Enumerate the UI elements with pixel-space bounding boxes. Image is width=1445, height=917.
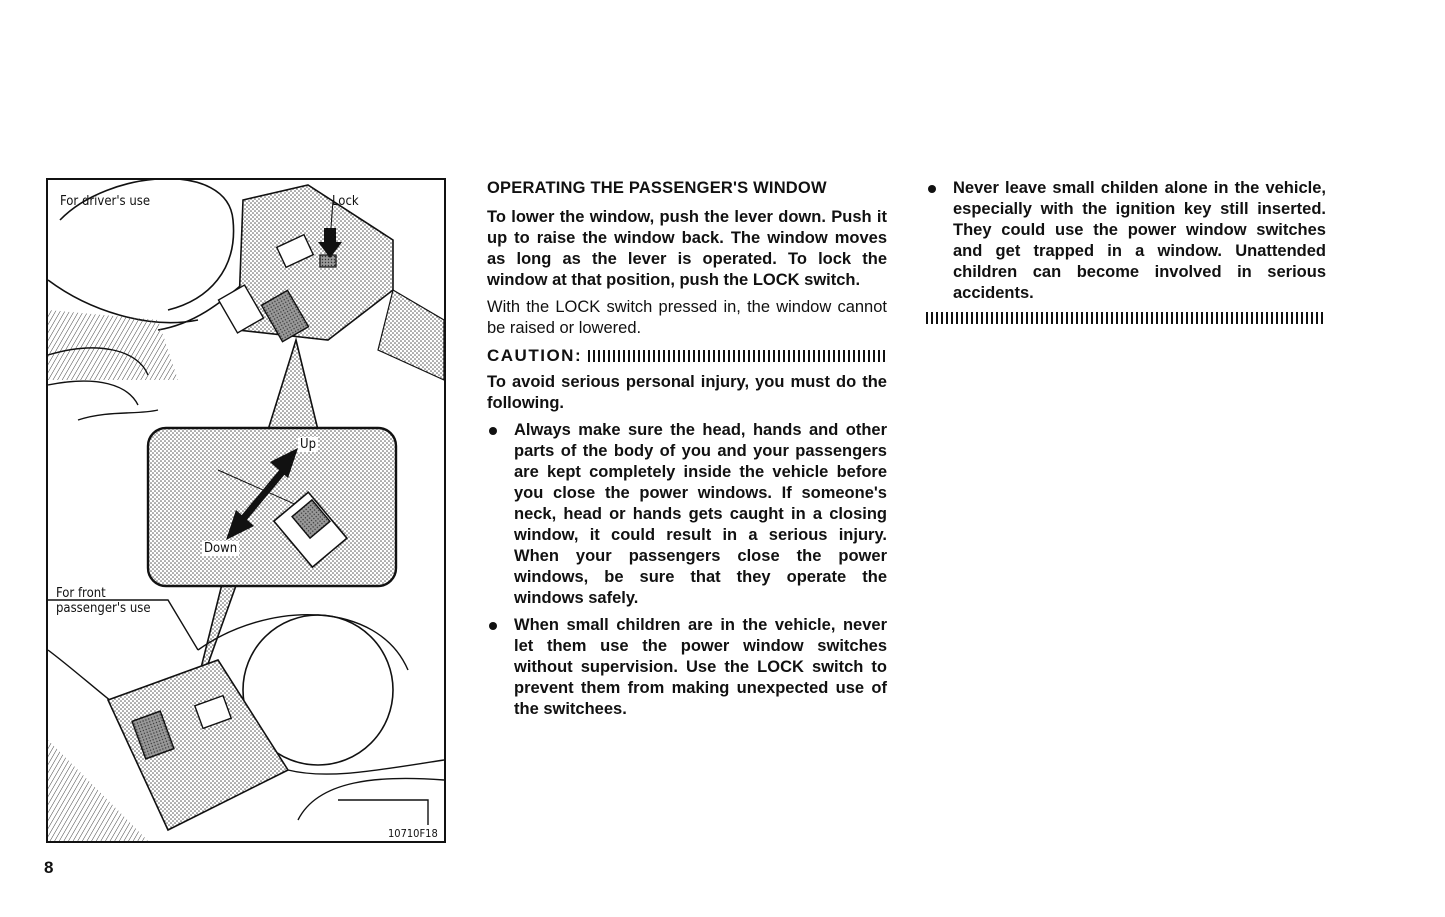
switch-diagram-drawing (48, 180, 444, 841)
label-drivers-use: For driver's use (60, 194, 151, 209)
bullet-icon (928, 185, 936, 193)
bullet-icon (489, 622, 497, 630)
caution-bullet-list (487, 420, 887, 720)
warning-bullet-list (926, 178, 1326, 304)
caution-lead: To avoid serious personal injury, you must do the following. (487, 373, 887, 412)
middle-column (487, 178, 887, 726)
bullet-text: Always make sure the head, hands and other parts of the body of you and your passengers are kept completely inside the vehicle before you close the power windows. If someone's neck, head or hands gets caught in a closing window, it could result in a serious injury. When your passengers close the power windows, be sure that they operate the windows safely. (514, 421, 887, 607)
page-number: 8 (44, 858, 54, 877)
figure-code: 10710F18 (388, 827, 438, 840)
bullet-icon (489, 427, 497, 435)
list-item (487, 420, 887, 609)
right-column (926, 178, 1326, 324)
list-item (487, 615, 887, 720)
section-heading: OPERATING THE PASSENGER'S WINDOW (487, 179, 827, 197)
caution-title: CAUTION: (487, 346, 583, 365)
bullet-text: When small children are in the vehicle, never let them use the power window switches without supervision. Use the LOCK switch to prevent them from making unexpected use of the switchees. (514, 616, 887, 718)
lock-note-paragraph: With the LOCK switch pressed in, the window cannot be raised or lowered. (487, 298, 887, 337)
label-down: Down (204, 541, 238, 556)
label-front-passenger-line1: For front (56, 586, 106, 601)
caution-header (487, 345, 887, 366)
label-lock: Lock (332, 194, 359, 209)
caution-end-rule (926, 312, 1326, 324)
window-switch-illustration (46, 178, 446, 843)
list-item (926, 178, 1326, 304)
label-front-passenger-line2: passenger's use (56, 601, 151, 616)
bullet-text: Never leave small childen alone in the vehicle, especially with the ignition key still inserted. They could use the power window switches and get trapped in a window. Unattended children can become involved in serious accidents. (953, 179, 1326, 302)
label-up: Up (300, 437, 316, 452)
instructions-paragraph: To lower the window, push the lever down. Push it up to raise the window back. The window moves as long as the lever is operated. To lock the window at that position, push the LOCK switch. (487, 208, 887, 289)
caution-rule (588, 350, 887, 362)
